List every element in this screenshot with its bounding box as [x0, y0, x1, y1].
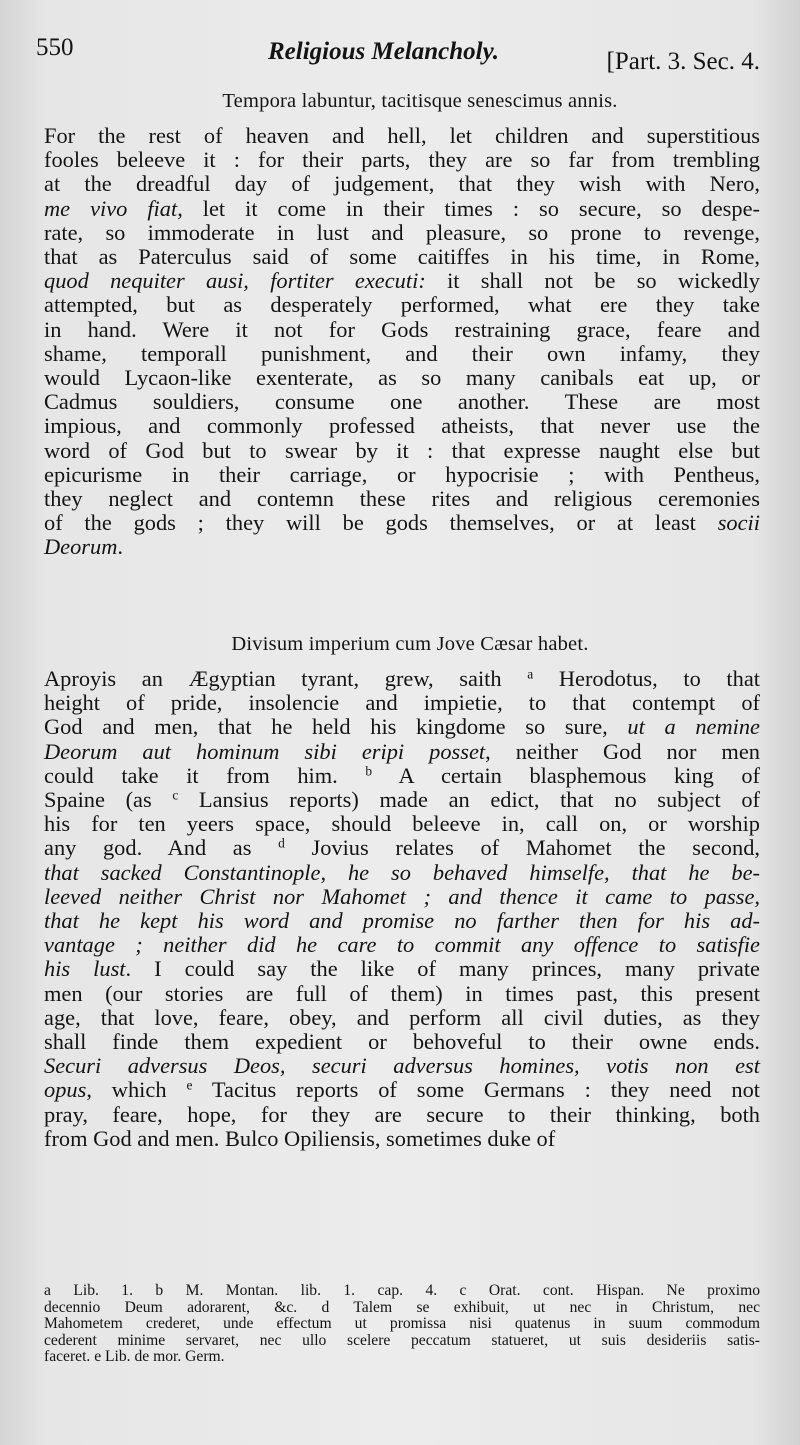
- text-line: shame, temporall punishment, and their own infamy, they: [44, 340, 760, 366]
- italic-text: Deorum aut hominum sibi eripi posset: [44, 738, 486, 764]
- text-line: pray, feare, hope, for they are secure to their thinking, both: [44, 1101, 760, 1127]
- footnotes: [44, 1283, 760, 1366]
- text-line: [44, 861, 760, 885]
- text-line: faceret. e Lib. de mor. Germ.: [44, 1348, 225, 1366]
- running-title: Religious Melancholy.: [268, 38, 500, 65]
- roman-text: Jovius relates of Mahomet the second,: [284, 835, 760, 861]
- text-line: [44, 909, 760, 933]
- text-line: that as Paterculus said of some caitiffes in his time, in Rome,: [44, 244, 760, 270]
- text-line: Mahometem crederet, unde effectum ut promissa nisi quatenus in suum commodum: [44, 1315, 760, 1333]
- italic-text: quod nequiter ausi, fortiter executi:: [44, 268, 426, 294]
- text-line: would Lycaon-like exenterate, as so many canibals eat up, or: [44, 365, 760, 391]
- text-line: men (our stories are full of them) in times past, this present: [44, 980, 760, 1006]
- part-section-label: [Part. 3. Sec. 4.: [606, 48, 760, 75]
- text-line: [44, 764, 760, 788]
- roman-text: Tacitus reports of some Germans : they need not: [192, 1077, 760, 1103]
- text-line: [44, 197, 760, 221]
- italic-text: Securi adversus Deos, securi adversus homines, votis non est: [44, 1053, 760, 1079]
- roman-text: could take it from him.: [44, 762, 366, 788]
- italic-text: Deorum: [44, 534, 118, 560]
- italic-text: that he kept his word and promise no farther then for his ad-: [44, 908, 760, 934]
- text-line: impious, and commonly professed atheists, that never use the: [44, 413, 760, 439]
- roman-text: , let it come in their times : so secure, so despe-: [177, 195, 760, 221]
- text-line: from God and men. Bulco Opiliensis, sometimes duke of: [44, 1125, 556, 1151]
- roman-text: A certain blasphemous king of: [372, 762, 761, 788]
- text-line: cederent minime servaret, nec ullo scelere peccatum statueret, ut suis desideriis satis-: [44, 1331, 760, 1349]
- page-number: 550: [36, 34, 74, 61]
- italic-text: his lust: [44, 956, 126, 982]
- footnote-marker: b: [365, 763, 373, 779]
- text-line: height of pride, insolencie and impietie, to that contempt of: [44, 690, 760, 716]
- text-line: [44, 885, 760, 909]
- footnote-marker: a: [527, 666, 534, 682]
- italic-text: leeved neither Christ nor Mahomet ; and thence it came to passe,: [44, 883, 760, 909]
- roman-text: God and men, that he held his kingdome so sure,: [44, 714, 628, 740]
- text-line: [44, 957, 760, 981]
- roman-text: Lansius reports) made an edict, that no subject of: [178, 787, 760, 813]
- text-line: word of God but to swear by it : that expresse naught else but: [44, 437, 760, 463]
- roman-text: it shall not be so wickedly: [425, 268, 760, 294]
- text-line: in hand. Were it not for Gods restraining grace, feare and: [44, 316, 760, 342]
- text-line: they neglect and contemn these rites and religious ceremonies: [44, 486, 760, 512]
- footnote-marker: c: [172, 787, 179, 803]
- text-line: [44, 715, 760, 739]
- roman-text: , neither God nor men: [485, 738, 760, 764]
- text-line: [44, 836, 760, 860]
- text-line: [44, 933, 760, 957]
- text-line: Cadmus souldiers, consume one another. These are most: [44, 389, 760, 415]
- text-line: [44, 1054, 760, 1078]
- paragraph-2: [44, 667, 760, 1151]
- text-line: attempted, but as desperately performed, what ere they take: [44, 292, 760, 318]
- roman-text: .: [117, 534, 123, 560]
- roman-text: . I could say the like of many princes, many private: [125, 956, 760, 982]
- text-line: [44, 788, 760, 812]
- italic-text: socii: [717, 510, 760, 536]
- roman-text: , which: [86, 1077, 187, 1103]
- italic-text: that sacked Constantinople, he so behaved himselfe, that he be-: [44, 859, 760, 885]
- text-line: [44, 1078, 760, 1102]
- text-line: decennio Deum adorarent, &c. d Talem se exhibuit, ut nec in Christum, nec: [44, 1298, 760, 1316]
- roman-text: Herodotus, to that: [533, 666, 761, 691]
- roman-text: Spaine (as: [44, 787, 173, 813]
- text-line: For the rest of heaven and hell, let children and superstitious: [44, 123, 760, 148]
- text-line: [44, 511, 760, 535]
- motto-verse-1: Tempora labuntur, tacitisque senescimus annis.: [222, 90, 618, 112]
- roman-text: Aproyis an Ægyptian tyrant, grew, saith: [44, 666, 528, 691]
- text-line: [44, 740, 760, 764]
- text-line: at the dreadful day of judgement, that they wish with Nero,: [44, 171, 760, 197]
- text-line: [44, 535, 760, 559]
- text-line: [44, 667, 760, 691]
- running-header: [36, 34, 760, 78]
- italic-text: vantage ; neither did he care to commit any offence to satisfie: [44, 932, 760, 958]
- text-line: a Lib. 1. b M. Montan. lib. 1. cap. 4. c Orat. cont. Hispan. Ne proximo: [44, 1282, 760, 1299]
- italic-text: ut a nemine: [627, 714, 760, 740]
- italic-text: me vivo fiat: [44, 195, 178, 221]
- roman-text: of the gods ; they will be gods themselves, or at least: [44, 510, 718, 536]
- text-line: [44, 269, 760, 293]
- footnote-marker: e: [186, 1078, 193, 1094]
- text-line: rate, so immoderate in lust and pleasure, so prone to revenge,: [44, 219, 760, 245]
- footnote-marker: d: [278, 836, 285, 852]
- roman-text: any god. And as: [44, 835, 279, 861]
- text-line: epicurisme in their carriage, or hypocrisie ; with Pentheus,: [44, 461, 760, 487]
- text-line: shall finde them expedient or behoveful to their owne ends.: [44, 1029, 760, 1055]
- paragraph-1: [44, 124, 760, 560]
- motto-verse-2: Divisum imperium cum Jove Cæsar habet.: [231, 633, 589, 655]
- text-line: his for ten yeers space, should beleeve in, call on, or worship: [44, 811, 760, 837]
- text-line: fooles beleeve it : for their parts, they are so far from trembling: [44, 147, 760, 173]
- italic-text: opus: [44, 1077, 87, 1103]
- text-line: age, that love, feare, obey, and perform all civil duties, as they: [44, 1004, 760, 1030]
